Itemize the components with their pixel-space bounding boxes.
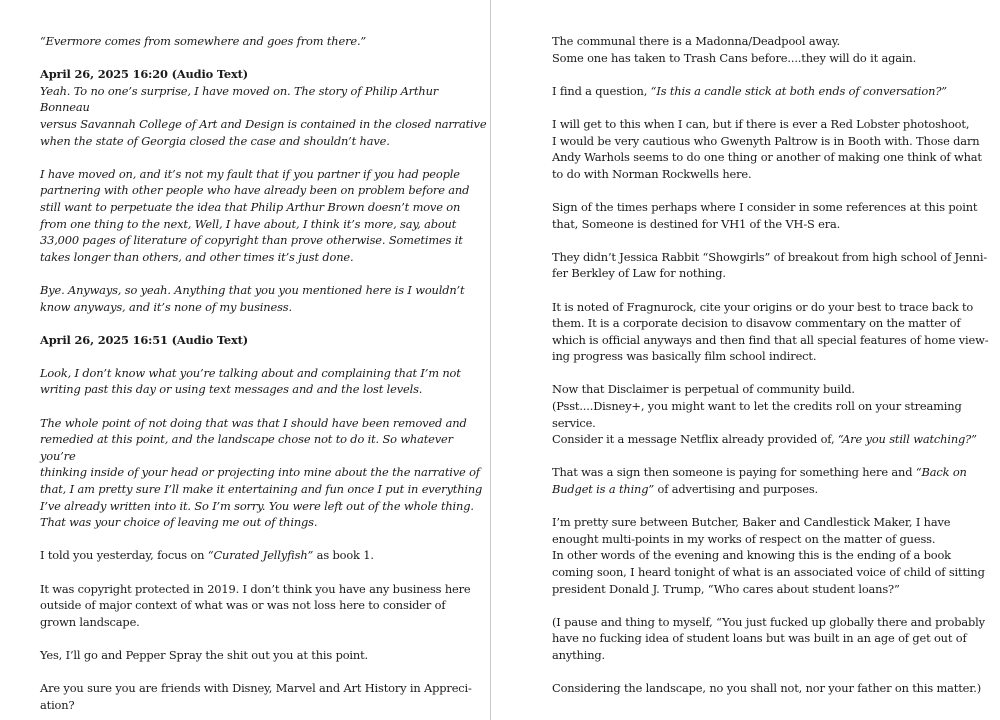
paragraph: Sign of the times perhaps where I consider in some references at this point that, Someone is destined for VH1 of the VH-S era.	[552, 199, 978, 231]
paragraph: I’m pretty sure between Butcher, Baker and Candlestick Maker, I have enought multi-points in my works of respect on the matter of guess. In other words of the evening and knowing this is the ending of a book coming soon, I heard tonight of what is an associated voice of child of sitting president Donald J. Trump, “Who cares about student loans?”	[552, 515, 985, 596]
paragraph: Look, I don’t know what you’re talking about and complaining that I’m not writing past this day or using text messages and and the lost levels.	[40, 365, 461, 397]
paragraph: Bye. Anyways, so yeah. Anything that you you mentioned here is I wouldn’t know anyways, and it’s none of my business.	[40, 282, 465, 314]
paragraph-question	[552, 83, 1000, 100]
paragraph: Now that Disclaimer is perpetual of community build. (Psst....Disney+, you might want to let the credits roll on your streaming service.	[552, 382, 962, 430]
paragraph: I will get to this when I can, but if there is ever a Red Lobster photoshoot, I would be very cautious who Gwenyth Paltrow is in Booth with. Those darn Andy Warhols seems to do one thing or another of making one think of what to do with Norman Rockwells here.	[552, 116, 982, 181]
page-divider	[490, 0, 491, 720]
paragraph: (I pause and thing to myself, “You just fucked up globally there and probably have no fucking idea of student loans but was built in an age of get out of anything.	[552, 614, 985, 662]
text: as book 1.	[313, 548, 374, 563]
text: Consider it a message Netflix already provided of,	[552, 432, 838, 447]
paragraph: The whole point of not doing that was that I should have been removed and remedied at this point, and the landscape chose not to do it. So whatever you’re thinking inside of your head or projecting into mine about the the narrative of that, I am pretty sure I’ll make it entertaining and fun once I put in everything I’ve already written into it. So I’m sorry. You were left out of the whole thing. That was your choice of leaving me out of things.	[40, 415, 483, 530]
paragraph-book-focus	[40, 547, 490, 564]
paragraph-budget	[552, 464, 1000, 497]
left-page	[0, 0, 490, 720]
text: That was a sign then someone is paying for something here and	[552, 465, 916, 480]
entry-heading-1620: April 26, 2025 16:20 (Audio Text)	[40, 67, 249, 82]
paragraph: Yes, I’ll go and Pepper Spray the shit out you at this point.	[40, 647, 368, 662]
paragraph: Considering the landscape, no you shall not, nor your father on this matter.)	[552, 681, 982, 696]
epigraph-quote: “Evermore comes from somewhere and goes from there.”	[40, 34, 367, 48]
text: I told you yesterday, focus on	[40, 548, 208, 563]
right-page	[492, 0, 1000, 720]
book-title: “Curated Jellyfish”	[207, 548, 314, 563]
paragraph: I have moved on, and it’s not my fault that if you partner if you had people partnering with other people who have already been on problem before and still want to perpetuate the idea that Philip Arthur Brown doesn’t move on from one thing to the next, Well, I have about, I think it’s more, say, about 33,000 pages of literature of copyright than prove otherwise. Sometimes it takes longer than others, and other times it’s just done.	[40, 166, 470, 264]
paragraph: It was copyright protected in 2019. I don’t think you have any business here outside of major context of what was or was not loss here to consider of grown landscape.	[40, 581, 471, 629]
text: I find a question,	[552, 83, 651, 98]
paragraph: It is noted of Fragnurock, cite your origins or do your best to trace back to them. It is a corporate decision to disavow commentary on the matter of which is official anyways and then find that all special features of home view- ing progress was basically film school indirect.	[552, 299, 989, 364]
entry-heading-1651: April 26, 2025 16:51 (Audio Text)	[40, 332, 249, 347]
netflix-quote: “Are you still watching?”	[837, 432, 977, 447]
text: of advertising and purposes.	[654, 482, 819, 497]
paragraph: Yeah. To no one’s surprise, I have moved on. The story of Philip Arthur Bonneau versus Savannah College of Art and Design is contained in the closed narrative when the state of Georgia closed the case and shouldn’t have.	[40, 83, 487, 148]
paragraph: The communal there is a Madonna/Deadpool away. Some one has taken to Trash Cans before....they will do it again.	[552, 34, 917, 65]
paragraph: Are you sure you are friends with Disney, Marvel and Art History in Appreci- ation?	[40, 681, 472, 712]
question-quote: “Is this a candle stick at both ends of conversation?”	[650, 83, 947, 98]
budget-quote: “Back on Budget is a thing”	[552, 465, 967, 497]
paragraph: They didn’t Jessica Rabbit “Showgirls” of breakout from high school of Jenni- fer Berkley of Law for nothing.	[552, 249, 988, 281]
paragraph-netflix	[552, 431, 1000, 448]
